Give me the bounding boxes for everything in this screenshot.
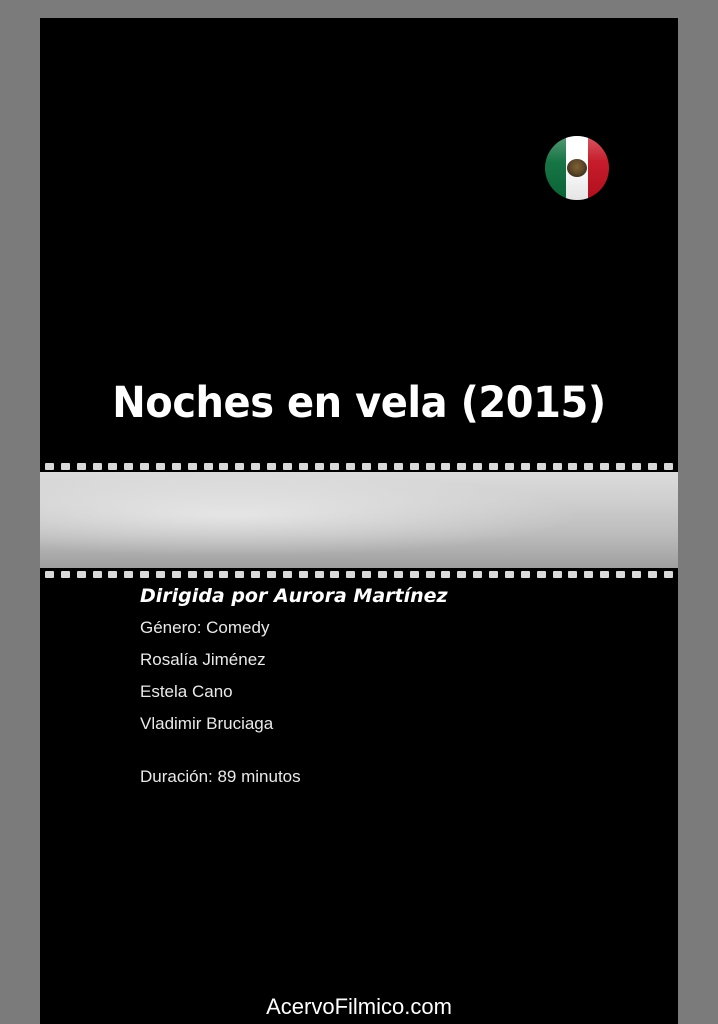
flag-gloss-overlay [545,136,609,200]
movie-title: Noches en vela (2015) [112,378,606,428]
mexico-flag-icon [545,136,609,200]
film-strip-decoration [40,460,678,580]
film-sprockets-top [40,460,678,472]
site-watermark: AcervoFilmico.com [266,994,452,1019]
movie-poster [40,18,678,1024]
duration-credit: Duración: 89 minutos [140,767,301,786]
film-sprockets-bottom [40,568,678,580]
cast-member-3: Vladimir Bruciaga [140,714,274,733]
credits-block [140,585,448,787]
film-strip-surface [40,472,678,568]
genre-credit: Género: Comedy [140,618,270,637]
cast-member-2: Estela Cano [140,682,233,701]
director-credit: Dirigida por Aurora Martínez [140,585,448,607]
cast-member-1: Rosalía Jiménez [140,650,266,669]
